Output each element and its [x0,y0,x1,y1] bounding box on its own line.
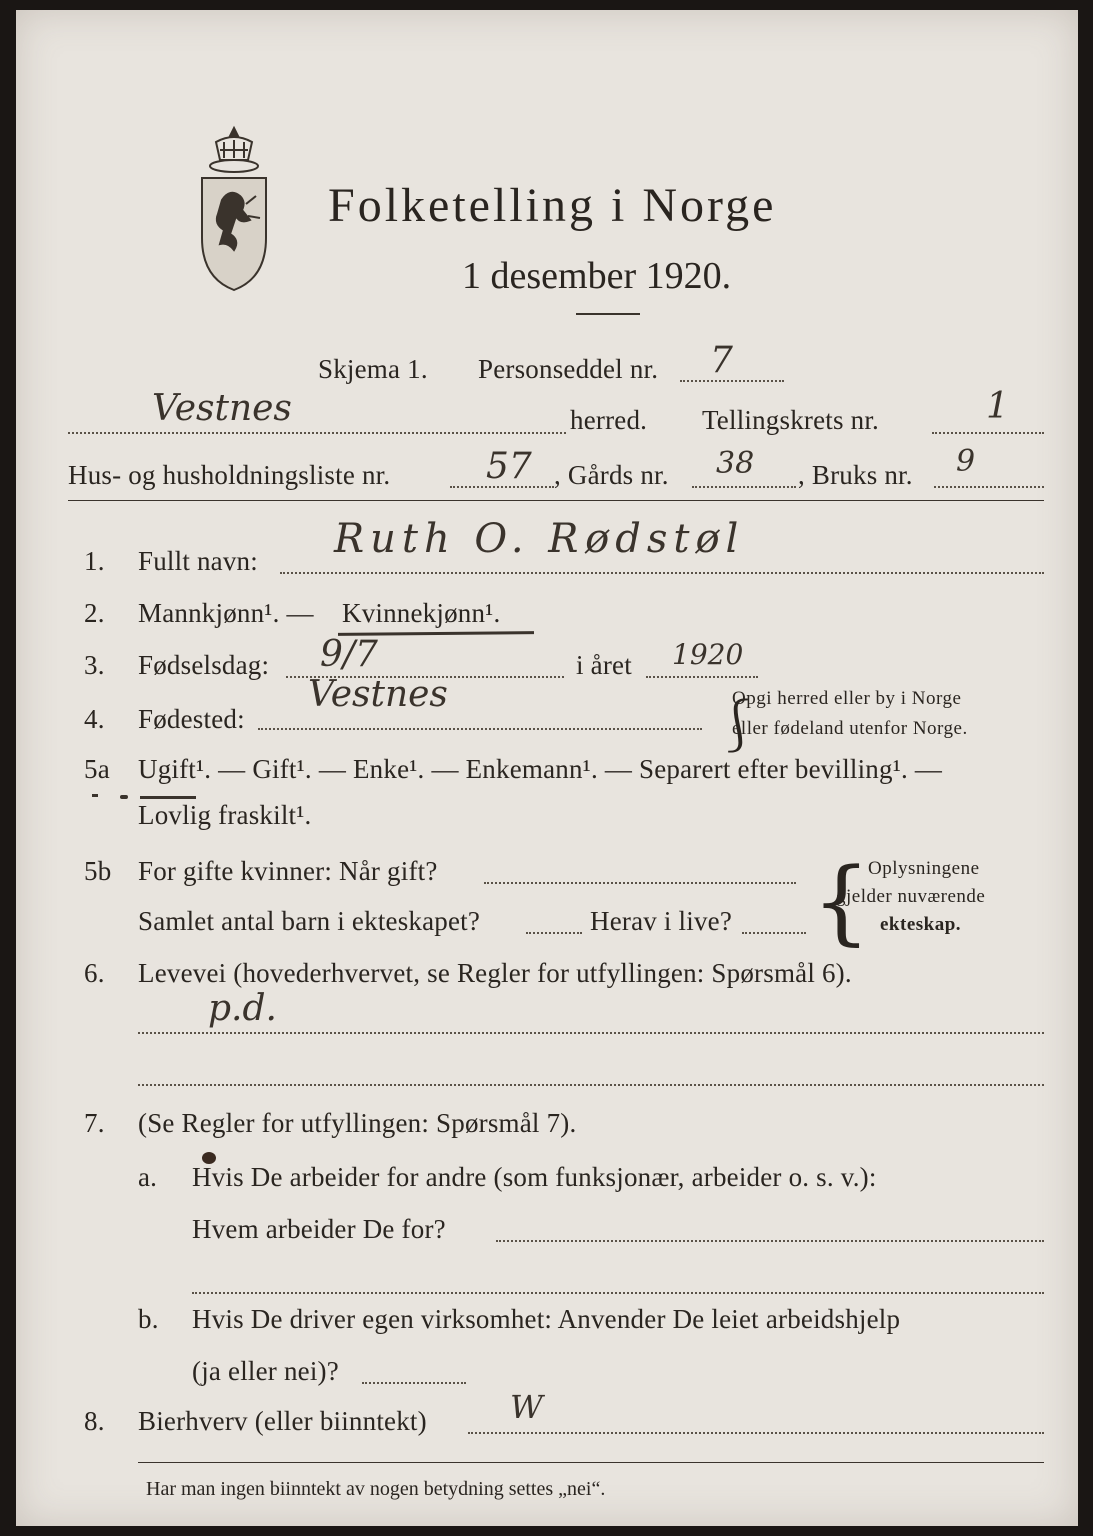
census-date: 1 desember 1920. [462,255,732,297]
q4-number: 4. [84,704,105,734]
occupation-value[interactable]: p.d. [208,988,277,1029]
q8-label: Bierhverv (eller biinntekt) [138,1406,427,1436]
census-form-page [16,10,1078,1526]
q6-label: Levevei (hovederhvervet, se Regler for utfyllingen: Spørsmål 6). [138,958,852,988]
employer-line2 [192,1292,1044,1294]
q7a-line2: Hvem arbeider De for? [192,1214,446,1244]
side-income-line [468,1432,1044,1434]
married-when-line [484,882,796,884]
herred-line [68,432,566,434]
q3-year-line [646,676,758,678]
q5b-number: 5b [84,856,112,886]
q3-number: 3. [84,650,105,680]
q1-line [280,572,1044,574]
schema-label: Skjema 1. [318,354,428,384]
q5b-note-brace: { [812,848,871,955]
hired-help-line [362,1382,466,1384]
alive-line [742,932,806,934]
q4-label: Fødested: [138,704,245,734]
q6-line2 [138,1084,1044,1086]
marital-status-line2[interactable]: Lovlig fraskilt¹. [138,800,312,830]
q1-label: Fullt navn: [138,546,258,576]
herred-value[interactable]: Vestnes [152,388,292,429]
q5b-note2: gjelder nuværende [836,886,986,907]
footer-note: Har man ingen biinntekt av nogen betydning settes „nei“. [146,1478,606,1500]
herred-label: herred. [570,405,648,435]
q5b-line1: For gifte kvinner: Når gift? [138,856,438,886]
employer-line [496,1240,1044,1242]
hus-value[interactable]: 57 [486,446,532,487]
q7b-line1: Hvis De driver egen virksomhet: Anvender De leiet arbeidshjelp [192,1304,901,1334]
q3-label: Fødselsdag: [138,650,270,680]
full-name-value[interactable]: Ruth O. Rødstøl [334,516,745,562]
bruks-label: , Bruks nr. [798,460,913,490]
footer-divider [138,1462,1044,1463]
q1-number: 1. [84,546,105,576]
q4-note-line2: eller fødeland utenfor Norge. [732,718,968,739]
stray-mark [92,794,98,797]
tellingskrets-label: Tellingskrets nr. [702,405,879,435]
q5b-alive-label: Herav i live? [590,906,733,936]
stray-mark-2 [120,795,128,799]
gards-label: , Gårds nr. [554,460,669,490]
coat-of-arms-icon [194,120,274,295]
header-divider [68,500,1044,501]
hus-label: Hus- og husholdningsliste nr. [68,460,391,490]
q4-note-brace: ⎰ [712,697,765,757]
q5b-note3: ekteskap. [880,914,962,935]
form-title: Folketelling i Norge [328,179,777,232]
personseddel-value[interactable]: 7 [710,340,733,381]
ugift-mark [140,796,196,799]
q7b-line2: (ja eller nei)? [192,1356,339,1386]
title-divider [576,313,640,315]
q7-number: 7. [84,1108,105,1138]
bruks-line [934,486,1044,488]
q6-number: 6. [84,958,105,988]
q2-number: 2. [84,598,105,628]
marital-status-options[interactable]: Ugift¹. — Gift¹. — Enke¹. — Enkemann¹. — Separert efter bevilling¹. — [138,754,943,784]
gender-male-option[interactable]: Mannkjønn¹. — [138,598,314,628]
q5a-number: 5a [84,754,110,784]
tellingskrets-value[interactable]: 1 [986,386,1009,427]
q6-line1 [138,1032,1044,1034]
q4-line [258,728,702,730]
birthplace-value[interactable]: Vestnes [308,674,448,715]
side-income-value[interactable]: W [510,1388,543,1426]
gards-line [692,486,796,488]
children-line [526,932,582,934]
q8-number: 8. [84,1406,105,1436]
q7a-line1: Hvis De arbeider for andre (som funksjonær, arbeider o. s. v.): [192,1162,877,1192]
birthdate-value[interactable]: 9/7 [320,634,378,675]
personseddel-label: Personseddel nr. [478,354,659,384]
q7b-letter: b. [138,1304,159,1334]
gender-female-option[interactable]: Kvinnekjønn¹. [342,598,501,628]
q7a-letter: a. [138,1162,158,1192]
tellingskrets-line [932,432,1044,434]
q5b-children-label: Samlet antal barn i ekteskapet? [138,906,481,936]
gards-value[interactable]: 38 [716,446,755,481]
q4-note-line1: Opgi herred eller by i Norge [732,688,962,709]
q3-year-label: i året [576,650,632,680]
q5b-note1: Oplysningene [868,858,980,879]
q7-label: (Se Regler for utfyllingen: Spørsmål 7). [138,1108,577,1138]
bruks-value[interactable]: 9 [956,444,976,479]
birth-year-value[interactable]: 1920 [672,638,744,671]
